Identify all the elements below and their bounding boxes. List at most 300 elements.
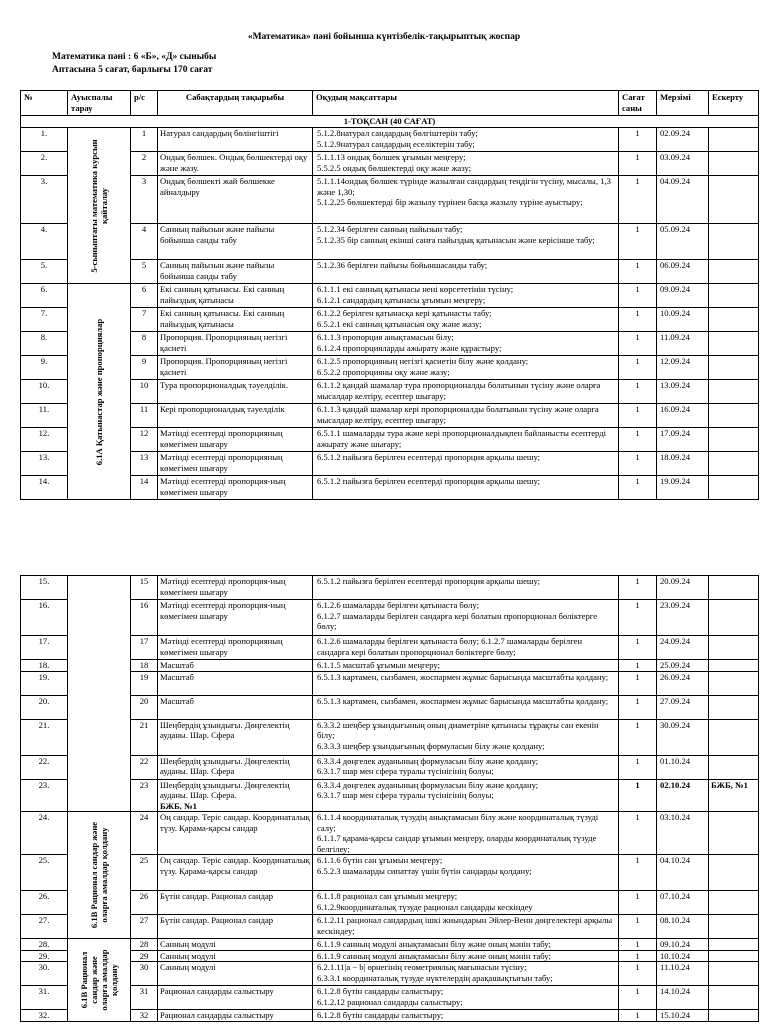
lesson-note	[709, 855, 759, 891]
section-label: 6.1В Рационал сандар және оларға амалдар қолдану	[89, 821, 109, 929]
row-number: 14.	[21, 476, 68, 500]
objective-line: 6.5.1.2 пайызға берілген есептерді пропорция арқылы шешу;	[317, 576, 541, 586]
learning-objectives	[313, 855, 619, 891]
row-number: 11.	[21, 404, 68, 428]
lesson-seq: 5	[131, 260, 158, 284]
lesson-note	[709, 176, 759, 224]
hours-count: 1	[619, 356, 657, 380]
lesson-date: 24.09.24	[657, 636, 709, 660]
lesson-seq: 2	[131, 152, 158, 176]
hours-count: 1	[619, 452, 657, 476]
lesson-topic-text: Санның модулі	[160, 950, 216, 961]
hours-count: 1	[619, 176, 657, 224]
lesson-note	[709, 719, 759, 755]
objective-line: 6.5.1.3 картамен, сызбамен, жоспармен жұмыс барысында масштабты қолдану;	[317, 671, 609, 682]
learning-objectives	[313, 476, 619, 500]
lesson-note	[709, 986, 759, 1010]
lesson-date: 09.10.24	[657, 939, 709, 951]
lesson-date: 04.09.24	[657, 176, 709, 224]
table-body-page-2	[21, 576, 759, 1022]
objective-line: 6.5.1.2 пайызға берілген есептерді пропорция арқылы шешу;	[317, 476, 541, 486]
objective-line: 5.1.2.25 бөлшектерді бір жазылу түрінен басқа жазылу түріне ауыстыру;	[317, 197, 583, 207]
lesson-note	[709, 308, 759, 332]
col-header-num: №	[21, 91, 68, 116]
lesson-seq: 9	[131, 356, 158, 380]
lesson-topic-text: Масштаб	[160, 660, 194, 670]
objective-line: 6.1.1.6 бүтін сан ұғымын меңгеру;	[317, 855, 443, 865]
learning-objectives	[313, 755, 619, 779]
lesson-topic-text: Шеңбердің ұзындығы. Дөңгелектің ауданы. Шар. Сфера	[160, 755, 290, 776]
lesson-topic-text: Масштаб	[160, 695, 194, 706]
row-number: 13.	[21, 452, 68, 476]
lesson-date: 05.09.24	[657, 224, 709, 260]
table-row	[21, 695, 759, 719]
table-row	[21, 779, 759, 812]
hours-count: 1	[619, 404, 657, 428]
lesson-topic	[158, 356, 313, 380]
lesson-date: 07.10.24	[657, 891, 709, 915]
lesson-date: 11.10.24	[657, 962, 709, 986]
hours-count: 1	[619, 332, 657, 356]
lesson-topic	[158, 260, 313, 284]
objective-line: 6.1.1.1 екі санның қатынасы нені көрсететінін түсіну;	[317, 284, 514, 294]
learning-objectives	[313, 939, 619, 951]
col-header-note: Ескерту	[709, 91, 759, 116]
lesson-topic-text: Оң сандар. Теріс сандар. Координаталық түзу. Қарама-қарсы сандар	[160, 812, 310, 833]
table-row	[21, 308, 759, 332]
row-number: 27.	[21, 915, 68, 939]
lesson-topic-text: Ондық бөлшек. Ондық бөлшектерді оқу және жазу.	[160, 152, 308, 173]
objective-line: 6.3.1.7 шар мен сфера туралы түсінігінің болуы;	[317, 790, 494, 800]
objective-line: 5.1.2.8натурал сандардың бөлгіштерін табу;	[317, 128, 478, 138]
hours-count: 1	[619, 950, 657, 962]
learning-objectives	[313, 332, 619, 356]
learning-objectives	[313, 660, 619, 672]
objective-line: 5.1.1.13 ондық бөлшек ұғымын меңгеру;	[317, 152, 466, 162]
section-label: 6.1А Қатынастар және пропорциялар	[94, 318, 104, 465]
objective-line: 5.1.2.36 берілген пайызы бойыншасанды табу;	[317, 260, 488, 270]
lesson-date: 04.10.24	[657, 855, 709, 891]
table-row	[21, 404, 759, 428]
lesson-note	[709, 600, 759, 636]
learning-objectives	[313, 224, 619, 260]
objective-line: 6.1.1.8 рационал сан ұғымын меңгеру;	[317, 891, 458, 901]
lesson-seq: 15	[131, 576, 158, 600]
learning-objectives	[313, 284, 619, 308]
hours-count: 1	[619, 260, 657, 284]
hours-count: 1	[619, 755, 657, 779]
col-header-date: Мерзімі	[657, 91, 709, 116]
quarter-label: 1-ТОҚСАН (40 САҒАТ)	[21, 116, 759, 128]
objective-line: 5.1.2.34 берілген санның пайызын табу;	[317, 224, 463, 234]
learning-objectives	[313, 986, 619, 1010]
hours-count: 1	[619, 152, 657, 176]
table-body-page-1	[21, 116, 759, 500]
lesson-note	[709, 224, 759, 260]
plan-table-page-1	[20, 90, 759, 500]
lesson-seq: 6	[131, 284, 158, 308]
lesson-topic-text: Оң сандар. Теріс сандар. Координаталық түзу. Қарама-қарсы сандар	[160, 855, 310, 876]
table-row	[21, 428, 759, 452]
lesson-topic-text: Рационал сандарды салыстыру	[160, 986, 274, 996]
lesson-seq: 3	[131, 176, 158, 224]
hours-line: Аптасына 5 сағат, барлығы 170 сағат	[52, 65, 213, 75]
objective-line: 6.5.1.3 картамен, сызбамен, жоспармен жұмыс барысында масштабты қолдану;	[317, 695, 609, 706]
col-header-objectives: Оқудың мақсаттары	[313, 91, 619, 116]
lesson-note	[709, 950, 759, 962]
objective-line: 6.1.1.3 қандай шамалар кері пропорционалды болатынын түсіну және оларға мысалдар келтіру, есептер шығару;	[317, 404, 599, 425]
lesson-seq: 13	[131, 452, 158, 476]
lesson-topic-text: Санның пайызын және пайызы бойынша санды табу	[160, 260, 275, 281]
table-row	[21, 891, 759, 915]
objective-line: 6.3.3.4 дөңгелек ауданының формуласын білу және қолдану;	[317, 755, 539, 766]
lesson-date: 11.09.24	[657, 332, 709, 356]
lesson-seq: 24	[131, 812, 158, 855]
objective-line: 6.1.1.4 координаталық түзудің анықтамасын білу және координаталық түзуді салу;	[317, 812, 599, 833]
lesson-seq: 32	[131, 1010, 158, 1022]
lesson-seq: 17	[131, 636, 158, 660]
table-row	[21, 128, 759, 152]
col-header-hours: Сағат саны	[619, 91, 657, 116]
lesson-topic-text: Кері пропорционалдық тәуелділік	[160, 404, 285, 414]
lesson-date: 03.09.24	[657, 152, 709, 176]
hours-count: 1	[619, 660, 657, 672]
section-cell	[68, 284, 131, 500]
objective-line: 6.1.2.6 шамаларды берілген қатынаста бөлу; 6.1.2.7 шамаларды берілген сандарға кері болатын пропорционал бөліктерге бөлу;	[317, 636, 583, 657]
lesson-date: 17.09.24	[657, 428, 709, 452]
row-number: 32.	[21, 1010, 68, 1022]
lesson-seq: 25	[131, 855, 158, 891]
objective-line: 6.3.1.7 шар мен сфера туралы түсінігінің болуы;	[317, 766, 494, 776]
objective-line: 6.1.2.12 рационал сандарды салыстыру;	[317, 996, 463, 1007]
document-title: «Математика» пәні бойынша күнтізбелік-тақырыптық жоспар	[247, 32, 521, 42]
lesson-note	[709, 891, 759, 915]
lesson-topic	[158, 332, 313, 356]
learning-objectives	[313, 779, 619, 812]
section-label: 5-сыныптағы математика курсын қайталау	[89, 138, 109, 273]
lesson-topic-text: Екі санның қатынасы. Екі санның пайыздық қатынасы	[160, 284, 285, 305]
row-number: 19.	[21, 671, 68, 695]
lesson-date: 13.09.24	[657, 380, 709, 404]
learning-objectives	[313, 1010, 619, 1022]
lesson-topic	[158, 224, 313, 260]
lesson-date: 27.09.24	[657, 695, 709, 719]
lesson-seq: 29	[131, 950, 158, 962]
lesson-note	[709, 260, 759, 284]
learning-objectives	[313, 308, 619, 332]
lesson-date: 23.09.24	[657, 600, 709, 636]
lesson-seq: 10	[131, 380, 158, 404]
objective-line: 6.1.1.7 қарама-қарсы сандар ұғымын меңгеру, оларды координаталық түзуде белгілеу;	[317, 833, 597, 854]
lesson-topic	[158, 779, 313, 812]
lesson-topic	[158, 660, 313, 672]
lesson-topic	[158, 939, 313, 951]
hours-count: 1	[619, 428, 657, 452]
hours-count: 1	[619, 308, 657, 332]
lesson-topic	[158, 755, 313, 779]
lesson-topic	[158, 915, 313, 939]
lesson-topic	[158, 695, 313, 719]
lesson-note	[709, 939, 759, 951]
lesson-topic-text: Мәтінді есептерді пропорция-ның көмегімен шығару	[160, 476, 286, 497]
lesson-topic-text: Санның модулі	[160, 939, 216, 949]
lesson-note	[709, 332, 759, 356]
table-row	[21, 1010, 759, 1022]
objective-line: 6.1.2.8 бүтін сандарды салыстыру;	[317, 1010, 444, 1020]
table-row	[21, 755, 759, 779]
hours-count: 1	[619, 939, 657, 951]
hours-count: 1	[619, 636, 657, 660]
lesson-date: 25.09.24	[657, 660, 709, 672]
row-number: 29.	[21, 950, 68, 962]
row-number: 20.	[21, 695, 68, 719]
table-row	[21, 636, 759, 660]
objective-line: 6.1.1.9 санның модулі анықтамасын білу және оның мәнін табу;	[317, 950, 551, 961]
row-number: 7.	[21, 308, 68, 332]
row-number: 2.	[21, 152, 68, 176]
col-header-topic: Сабақтардың тақырыбы	[158, 91, 313, 116]
lesson-note	[709, 284, 759, 308]
lesson-note	[709, 636, 759, 660]
hours-count: 1	[619, 855, 657, 891]
learning-objectives	[313, 915, 619, 939]
lesson-note: БЖБ, №1	[709, 779, 759, 812]
objective-line: 6.5.1.2 пайызға берілген есептерді пропорция арқылы шешу;	[317, 452, 541, 462]
lesson-topic-text: Санның модулі	[160, 962, 216, 972]
quarter-row	[21, 116, 759, 128]
lesson-topic-text: Мәтінді есептерді пропорция-ның көмегімен шығару	[160, 600, 286, 621]
lesson-date: 10.09.24	[657, 308, 709, 332]
table-row	[21, 176, 759, 224]
lesson-seq: 19	[131, 671, 158, 695]
lesson-topic	[158, 1010, 313, 1022]
row-number: 18.	[21, 660, 68, 672]
objective-line: 6.1.2.1 сандардың қатынасы ұғымын меңгеру;	[317, 294, 486, 305]
lesson-seq: 26	[131, 891, 158, 915]
lesson-note	[709, 576, 759, 600]
lesson-note	[709, 128, 759, 152]
lesson-seq: 21	[131, 719, 158, 755]
lesson-note	[709, 962, 759, 986]
lesson-topic-text: Тура пропорционалдық тәуелділік.	[160, 380, 289, 390]
hours-count: 1	[619, 719, 657, 755]
section-cell	[68, 812, 131, 939]
learning-objectives	[313, 636, 619, 660]
objective-line: 6.1.2.9координаталық түзуде рационал сандарды кескіндеу	[317, 901, 533, 912]
objective-line: 6.1.1.5 масштаб ұғымын меңгеру;	[317, 660, 440, 670]
learning-objectives	[313, 260, 619, 284]
lesson-topic-text: Бүтін сандар. Рационал сандар	[160, 915, 274, 925]
objective-line: 6.1.1.9 санның модулі анықтамасын білу және оның мәнін табу;	[317, 939, 551, 949]
lesson-seq: 31	[131, 986, 158, 1010]
learning-objectives	[313, 576, 619, 600]
table-row	[21, 452, 759, 476]
lesson-topic-text: Шеңбердің ұзындығы. Дөңгелектің ауданы. Шар. Сфера.	[160, 779, 290, 800]
learning-objectives	[313, 719, 619, 755]
lesson-date: 09.09.24	[657, 284, 709, 308]
learning-objectives	[313, 962, 619, 986]
lesson-date: 16.09.24	[657, 404, 709, 428]
col-header-section: Ауыспалы тарау	[68, 91, 131, 116]
table-row	[21, 332, 759, 356]
hours-count: 1	[619, 284, 657, 308]
lesson-date: 01.10.24	[657, 755, 709, 779]
lesson-seq: 4	[131, 224, 158, 260]
table-row	[21, 812, 759, 855]
learning-objectives	[313, 404, 619, 428]
objective-line: 6.1.2.2 берілген қатынасқа кері қатынасты табу;	[317, 308, 492, 318]
lesson-seq: 7	[131, 308, 158, 332]
lesson-topic	[158, 284, 313, 308]
table-row	[21, 986, 759, 1010]
lesson-note	[709, 152, 759, 176]
col-header-rs: р/с	[131, 91, 158, 116]
row-number: 4.	[21, 224, 68, 260]
hours-count: 1	[619, 915, 657, 939]
objective-line: 6.5.2.3 шамаларды сипаттау үшін бүтін сандарды қолдану;	[317, 865, 532, 876]
hours-count: 1	[619, 224, 657, 260]
lesson-note	[709, 356, 759, 380]
learning-objectives	[313, 452, 619, 476]
learning-objectives	[313, 812, 619, 855]
learning-objectives	[313, 428, 619, 452]
row-number: 22.	[21, 755, 68, 779]
objective-line: 5.5.2.5 ондық бөлшектерді оқу және жазу;	[317, 162, 472, 173]
objective-line: 6.3.3.4 дөңгелек ауданының формуласын білу және қолдану;	[317, 779, 539, 790]
row-number: 17.	[21, 636, 68, 660]
lesson-topic-text: Рационал сандарды салыстыру	[160, 1010, 274, 1020]
lesson-topic	[158, 671, 313, 695]
subject-class-line: Математика пәні : 6 «Б», «Д» сыныбы	[52, 52, 217, 62]
table-row	[21, 915, 759, 939]
hours-count: 1	[619, 779, 657, 812]
lesson-topic-assessment: БЖБ, №1	[160, 800, 197, 811]
table-row	[21, 224, 759, 260]
lesson-topic	[158, 636, 313, 660]
objective-line: 6.1.2.8 бүтін сандарды салыстыру;	[317, 986, 444, 996]
lesson-date: 20.09.24	[657, 576, 709, 600]
objective-line: 6.3.3.3 шеңбер ұзындығының формуласын білу және қолдану;	[317, 740, 545, 751]
lesson-topic	[158, 812, 313, 855]
table-row	[21, 855, 759, 891]
lesson-topic-text: Мәтінді есептерді пропорция-ның көмегімен шығару	[160, 576, 286, 597]
lesson-topic	[158, 404, 313, 428]
learning-objectives	[313, 891, 619, 915]
lesson-note	[709, 695, 759, 719]
lesson-topic	[158, 428, 313, 452]
lesson-topic	[158, 962, 313, 986]
objective-line: 6.1.2.4 пропорцияларды ажырату және құрастыру;	[317, 342, 502, 353]
row-number: 28.	[21, 939, 68, 951]
objective-line: 6.1.2.7 шамаларды берілген сандарға кері болатын пропорционал бөліктерге бөлу;	[317, 610, 598, 631]
lesson-topic	[158, 152, 313, 176]
row-number: 12.	[21, 428, 68, 452]
lesson-note	[709, 1010, 759, 1022]
lesson-seq: 18	[131, 660, 158, 672]
section-cell	[68, 939, 131, 1022]
lesson-date: 02.09.24	[657, 128, 709, 152]
objective-line: 6.5.2.2 пропорцияны оқу және жазу;	[317, 366, 450, 377]
row-number: 1.	[21, 128, 68, 152]
lesson-date: 26.09.24	[657, 671, 709, 695]
objective-line: 6.1.1.2 қандай шамалар тура пропорционалды болатынын түсіну және оларға мысалдар келтіру, есептер шығару;	[317, 380, 601, 401]
row-number: 23.	[21, 779, 68, 812]
row-number: 21.	[21, 719, 68, 755]
section-cell	[68, 128, 131, 284]
lesson-date: 02.10.24	[657, 779, 709, 812]
row-number: 16.	[21, 600, 68, 636]
lesson-note	[709, 428, 759, 452]
table-row	[21, 260, 759, 284]
row-number: 15.	[21, 576, 68, 600]
lesson-note	[709, 812, 759, 855]
lesson-topic-text: Натурал сандардың бөлінгіштігі	[160, 128, 279, 138]
table-row	[21, 576, 759, 600]
hours-count: 1	[619, 962, 657, 986]
lesson-date: 03.10.24	[657, 812, 709, 855]
table-row	[21, 152, 759, 176]
lesson-note	[709, 404, 759, 428]
lesson-date: 08.10.24	[657, 915, 709, 939]
row-number: 30.	[21, 962, 68, 986]
lesson-seq: 30	[131, 962, 158, 986]
lesson-seq: 11	[131, 404, 158, 428]
hours-count: 1	[619, 1010, 657, 1022]
objective-line: 6.3.3.2 шеңбер ұзындығының оның диаметріне қатынасы тұрақты сан екенін білу;	[317, 719, 599, 740]
hours-count: 1	[619, 671, 657, 695]
lesson-note	[709, 380, 759, 404]
lesson-seq: 16	[131, 600, 158, 636]
lesson-topic	[158, 719, 313, 755]
row-number: 24.	[21, 812, 68, 855]
objective-line: 5.1.2.9натурал сандардың еселіктерін табу;	[317, 138, 475, 149]
lesson-topic-text: Мәтінді есептерді пропорцияның көмегімен шығару	[160, 636, 283, 657]
lesson-note	[709, 660, 759, 672]
lesson-seq: 23	[131, 779, 158, 812]
lesson-note	[709, 671, 759, 695]
objective-line: 6.1.1.3 пропорция анықтамасын білу;	[317, 332, 454, 342]
hours-count: 1	[619, 812, 657, 855]
lesson-note	[709, 755, 759, 779]
lesson-date: 10.10.24	[657, 950, 709, 962]
row-number: 31.	[21, 986, 68, 1010]
lesson-topic-text: Шеңбердің ұзындығы. Дөңгелектің ауданы. Шар. Сфера	[160, 719, 290, 740]
table-row	[21, 380, 759, 404]
table-row	[21, 600, 759, 636]
lesson-topic-text: Масштаб	[160, 671, 194, 682]
lesson-seq: 12	[131, 428, 158, 452]
lesson-note	[709, 476, 759, 500]
learning-objectives	[313, 600, 619, 636]
lesson-date: 15.10.24	[657, 1010, 709, 1022]
learning-objectives	[313, 152, 619, 176]
lesson-topic	[158, 600, 313, 636]
lesson-topic	[158, 476, 313, 500]
lesson-date: 14.10.24	[657, 986, 709, 1010]
table-header-row	[21, 91, 759, 116]
lesson-note	[709, 915, 759, 939]
row-number: 5.	[21, 260, 68, 284]
table-row	[21, 284, 759, 308]
lesson-note	[709, 452, 759, 476]
lesson-topic	[158, 576, 313, 600]
learning-objectives	[313, 695, 619, 719]
learning-objectives	[313, 950, 619, 962]
lesson-topic-text: Бүтін сандар. Рационал сандар	[160, 891, 274, 901]
table-row	[21, 950, 759, 962]
lesson-topic-text: Мәтінді есептерді пропорцияның көмегімен шығару	[160, 452, 283, 473]
lesson-seq: 20	[131, 695, 158, 719]
